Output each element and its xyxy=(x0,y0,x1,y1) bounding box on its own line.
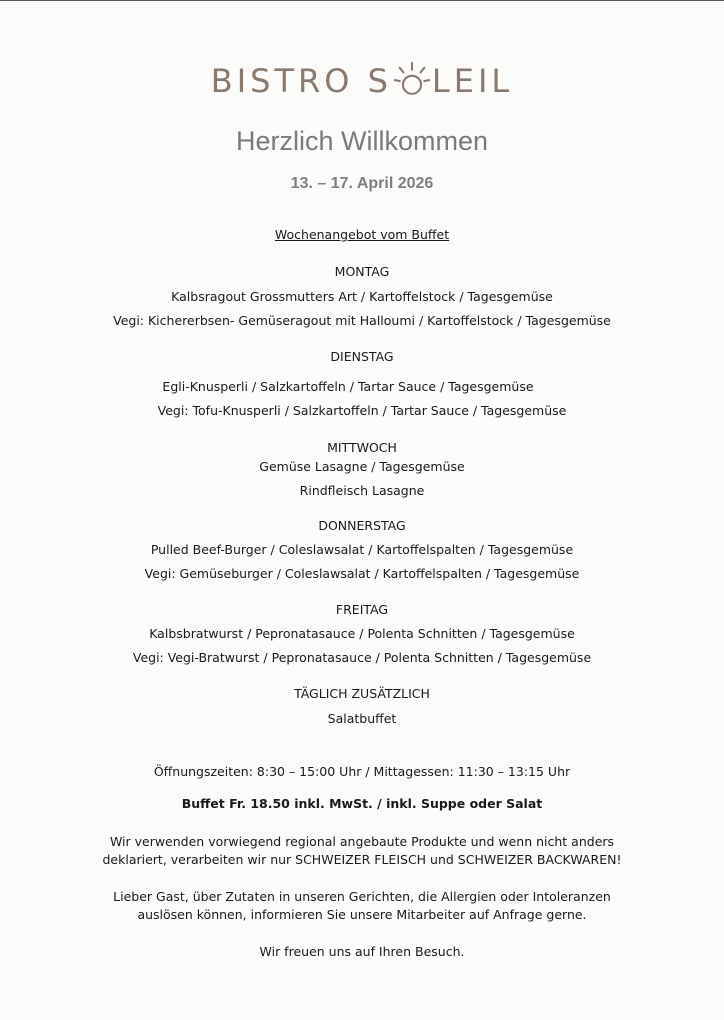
section-title: Wochenangebot vom Buffet xyxy=(274,227,450,242)
day-heading-montag: MONTAG xyxy=(334,264,390,279)
menu-item: Rindfleisch Lasagne xyxy=(299,483,425,498)
menu-item-vegi: Vegi: Kichererbsen- Gemüseragout mit Halloumi / Kartoffelstock / Tagesgemüse xyxy=(113,313,611,328)
day-heading-taeglich: TÄGLICH ZUSÄTZLICH xyxy=(294,686,430,701)
menu-item-vegi: Gemüse Lasagne / Tagesgemüse xyxy=(259,459,465,474)
logo-text-right: LEIL xyxy=(431,62,514,100)
menu-item: Egli-Knusperli / Salzkartoffeln / Tartar Sauce / Tagesgemüse xyxy=(162,379,534,394)
menu-item-vegi: Vegi: Tofu-Knusperli / Salzkartoffeln / Tartar Sauce / Tagesgemüse xyxy=(157,403,567,418)
date-range: 13. – 17. April 2026 xyxy=(290,175,434,192)
menu-item: Kalbsbratwurst / Pepronatasauce / Polenta Schnitten / Tagesgemüse xyxy=(149,626,575,641)
logo xyxy=(0,61,724,107)
menu-item: Salatbuffet xyxy=(327,711,397,726)
allergy-note-line: Lieber Gast, über Zutaten in unseren Gerichten, die Allergien oder Intoleranzen xyxy=(113,889,611,904)
opening-hours: Öffnungszeiten: 8:30 – 15:00 Uhr / Mittagessen: 11:30 – 13:15 Uhr xyxy=(153,764,571,779)
day-heading-donnerstag: DONNERSTAG xyxy=(318,518,406,533)
menu-item-vegi: Vegi: Gemüseburger / Coleslawsalat / Kartoffelspalten / Tagesgemüse xyxy=(144,566,580,581)
sun-icon xyxy=(393,61,431,101)
buffet-price: Buffet Fr. 18.50 inkl. MwSt. / inkl. Suppe oder Salat xyxy=(181,796,543,811)
regional-note-line: deklariert, verarbeiten wir nur SCHWEIZER FLEISCH und SCHWEIZER BACKWAREN! xyxy=(102,852,622,867)
closing-line: Wir freuen uns auf Ihren Besuch. xyxy=(259,944,465,959)
day-heading-freitag: FREITAG xyxy=(335,602,389,617)
day-heading-mittwoch: MITTWOCH xyxy=(327,440,397,455)
allergy-note-line: auslösen können, informieren Sie unsere Mitarbeiter auf Anfrage gerne. xyxy=(137,907,587,922)
menu-item: Pulled Beef-Burger / Coleslawsalat / Kartoffelspalten / Tagesgemüse xyxy=(150,542,574,557)
regional-note-line: Wir verwenden vorwiegend regional angebaute Produkte und wenn nicht anders xyxy=(109,834,615,849)
logo-text-left: BISTRO S xyxy=(210,62,392,100)
menu-item: Kalbsragout Grossmutters Art / Kartoffelstock / Tagesgemüse xyxy=(171,289,553,304)
welcome-heading: Herzlich Willkommen xyxy=(235,126,489,156)
menu-item-vegi: Vegi: Vegi-Bratwurst / Pepronatasauce / Polenta Schnitten / Tagesgemüse xyxy=(132,650,592,665)
day-heading-dienstag: DIENSTAG xyxy=(330,349,394,364)
